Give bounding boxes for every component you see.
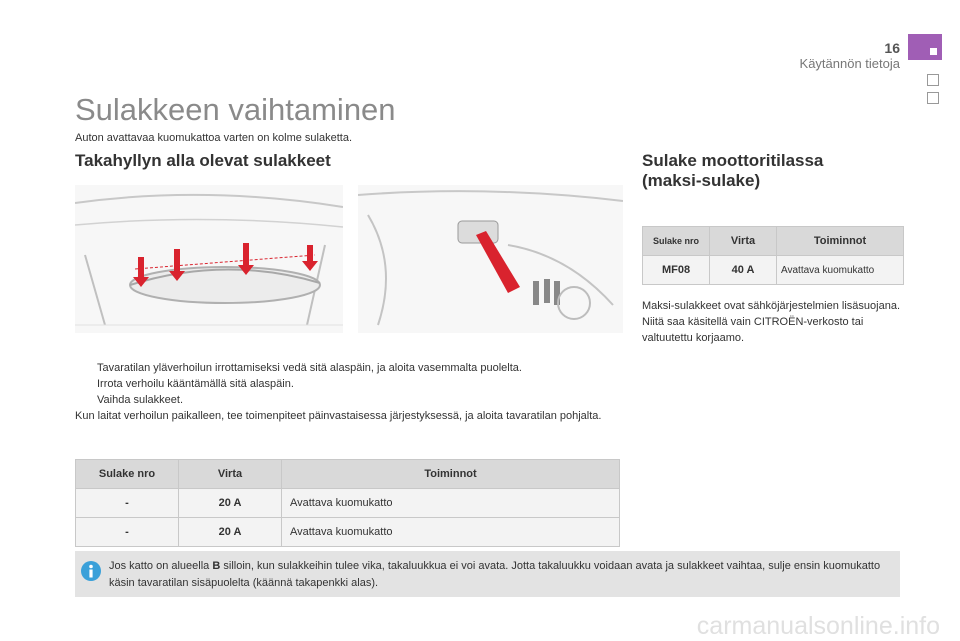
table-row: MF08 40 A Avattava kuomukatto: [643, 256, 904, 285]
section-tab-empty[interactable]: [927, 92, 939, 104]
rear-fuse-table: [75, 459, 620, 547]
checkbox-bullet-icon: [75, 392, 97, 408]
table-header-row: [76, 460, 620, 489]
instruction-step: Tavaratilan yläverhoilun irrottamiseksi vedä sitä alaspäin, ja aloita vasemmalta puolelta.: [75, 360, 625, 376]
column-header: Virta: [179, 460, 282, 489]
instruction-step: Vaihda sulakkeet.: [75, 392, 625, 408]
note-text: Jos katto on alueella B silloin, kun sulakkeihin tulee vika, takaluukkua ei voi avata. Jotta takaluukku voidaan avata ja sulakkeet vaihtaa, sulje ensin kuomukatto käsin tavaratilan sisäpuolelta (käännä takapenkki alas).: [109, 560, 881, 589]
info-icon: [81, 561, 101, 581]
checkbox-bullet-icon: [75, 360, 97, 376]
closing-text: Kun laitat verhoilun paikalleen, tee toimenpiteet päinvastaisessa järjestyksessä, ja aloita tavaratilan pohjalta.: [75, 410, 602, 422]
table-row: - 20 A Avattava kuomukatto: [76, 489, 620, 518]
column-header: Toiminnot: [282, 460, 620, 489]
table-header-row: [643, 227, 904, 256]
column-header: Toiminnot: [777, 227, 904, 256]
column-header: Sulake nro: [76, 460, 179, 489]
section-tab-empty[interactable]: [927, 74, 939, 86]
column-header: Sulake nro: [643, 227, 710, 256]
intro-text: Auton avattavaa kuomukattoa varten on kolme sulaketta.: [75, 132, 352, 144]
section-tab-active[interactable]: [908, 34, 942, 60]
info-note: [75, 551, 900, 597]
right-section-heading: Sulake moottoritilassa (maksi-sulake): [642, 151, 824, 190]
instruction-step: Irrota verhoilu kääntämällä sitä alaspäin.: [75, 376, 625, 392]
instructions: [75, 360, 625, 424]
table-row: - 20 A Avattava kuomukatto: [76, 518, 620, 547]
engine-fuse-table: [642, 226, 904, 285]
section-label: Käytännön tietoja: [799, 56, 900, 71]
maxi-fuse-text: Maksi-sulakkeet ovat sähköjärjestelmien lisäsuojana. Niitä saa käsitellä vain CITROËN-verkosto tai valtuutettu korjaamo.: [642, 300, 901, 344]
fuse-location-illustration: [358, 185, 623, 333]
column-header: Virta: [710, 227, 777, 256]
page-number: 16: [884, 40, 900, 56]
watermark: carmanualsonline.info: [696, 612, 940, 640]
page-title: Sulakkeen vaihtaminen: [75, 92, 396, 127]
checkbox-bullet-icon: [75, 376, 97, 392]
left-section-heading: Takahyllyn alla olevat sulakkeet: [75, 151, 331, 170]
rear-shelf-illustration: [75, 185, 343, 333]
